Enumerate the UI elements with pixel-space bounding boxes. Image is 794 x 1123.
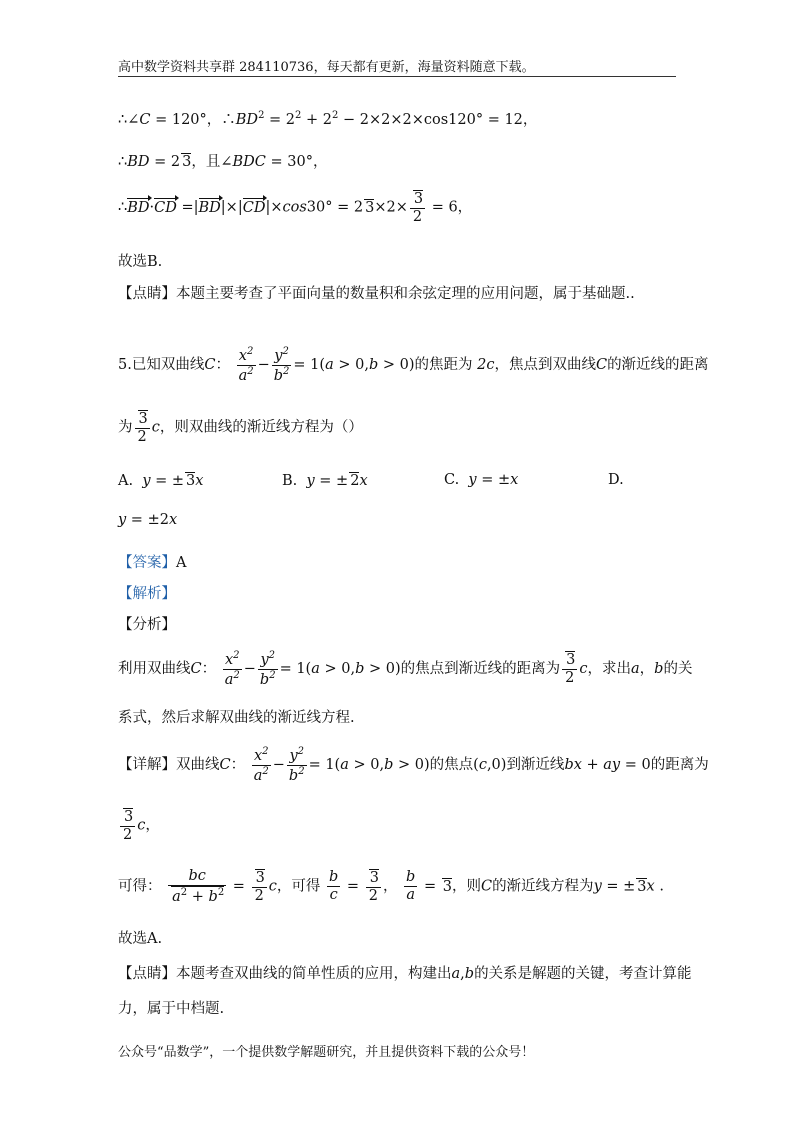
xiangjie-text: 双曲线 [176,757,220,773]
answer-line [118,551,186,572]
formula-bd: ∴BD = 2 3，且∠BDC = 30°， [118,154,328,170]
q5-stem-text: 已知双曲线 [131,357,205,373]
q5-stem-text: 的渐近线的距离 [607,357,709,373]
q5-stem-text: 的焦距为 [414,357,473,373]
xiangjie-text: 可得： [118,878,162,895]
q5-number: 5. [118,357,132,373]
prev-dianjing [118,282,635,303]
q5-stem-text: 焦点到双曲线 [508,357,596,373]
xiangjie-distance: $\frac{3}{2}$ c， [118,808,160,843]
header-divider [118,76,676,77]
xiangjie-text: ，可得 [276,878,321,895]
fenxi-tag: 【分析】 [118,617,176,633]
page-header: 高中数学资料共享群 284110736，每天都有更新，海量资料随意下载。 [118,60,535,75]
formula-dot-product: ∴BD·CD =|BD|×|CD|×cos30° = 2 3×2× $\frac{3}{2}$ = 6， [118,191,473,225]
xiangjie-text: 的距离为 [650,757,709,773]
xiangjie-text: 的渐近线方程为 [492,878,594,895]
option-c-label: C. [444,472,460,488]
xiangjie-text: 到渐近线 [506,757,565,773]
formula-angle-c: ∴∠C = 120°，$\therefore BD^2 = 2^2 + 2^2 - 2\times 2\times 2\times\cos 120^\circ = 12$， [118,110,538,128]
dianjing2-line1: 【点睛】本题考查双曲线的简单性质的应用，构建出a,b的关系是解题的关键，考查计算能 [118,966,692,982]
fenxi-text: 的焦点到渐近线的距离为 [400,661,561,677]
q5-stem-text: 为 [118,419,133,436]
xiangjie-text: 的焦点 [429,757,474,773]
q5-option-d [608,472,624,488]
fenxi-text: 的关 [663,661,693,677]
xiangjie-tag: 【详解】 [118,757,176,773]
xiangjie-text: ，则 [451,878,481,895]
answer-tag: 【答案】 [118,555,176,571]
prev-choose-b: 故选B. [118,254,163,270]
page-footer: 公众号“品数学”，一个提供数学解题研究，并且提供资料下载的公众号！ [118,1045,535,1060]
dianjing2-line2: 力，属于中档题. [118,1001,225,1017]
jiexi-tag: 【解析】 [118,586,176,602]
q5-option-c: C. y = ±x [444,472,519,488]
fenxi-line1: 利用双曲线C： $\frac{x^2}{a^2}$ − $\frac{y^2}{b^2}$ = 1(a > 0,b > 0)的焦点到渐近线的距离为 $\frac{3}{2}$ c，求出a，b的关 [118,650,693,688]
q5-options: A. y = ± 3x [118,473,204,489]
xiangjie-line1: 【详解】双曲线C： $\frac{x^2}{a^2}$ − $\frac{y^2}{b^2}$ = 1(a > 0,b > 0)的焦点(c,0)到渐近线bx + ay = 0的距离为 [118,746,709,784]
dianjing-text: 本题主要考查了平面向量的数量积和余弦定理的应用问题，属于基础题.. [176,286,635,302]
xiangjie-choose: 故选A. [118,931,163,947]
option-d-label: D. [608,472,624,488]
fenxi-line2: 系式，然后求解双曲线的渐近线方程. [118,710,355,726]
q5-stem-line1: 5.已知双曲线C： $\frac{x^2}{a^2}$ − $\frac{y^2}{b^2}$ = 1(a > 0,b > 0)的焦距为 2c，焦点到双曲线C的渐近线的距离 [118,346,709,384]
q5-stem-line2: 为 $\frac{3}{2}$ c，则双曲线的渐近线方程为（） [118,411,363,445]
xiangjie-result: 可得： $\frac{bc}{a^2 + b^2}$ = $\frac{3}{2}$ c，可得 $\frac{b}{c}$ = $\frac{3}{2}$ ， $\frac{b}{a}$ = 3，则C的渐近线方程为y = ± 3x . [118,868,664,905]
option-b-label: B. [282,473,298,489]
answer-value: A [176,555,187,571]
q5-option-d-value: y = ±2x [118,512,178,528]
q5-option-b: B. y = ± 2x [282,473,368,489]
q5-stem-text: ，则双曲线的渐近线方程为（） [159,419,363,436]
dianjing2-tag: 【点睛】 [118,966,176,982]
dianjing-tag: 【点睛】 [118,286,176,302]
fenxi-text: 求出 [602,661,631,677]
dianjing2-text: 本题考查双曲线的简单性质的应用，构建出 [176,966,452,982]
dianjing2-text: 的关系是解题的关键，考查计算能 [474,966,692,982]
fenxi-text: 利用双曲线 [118,661,191,677]
option-a-label: A. [118,473,134,489]
